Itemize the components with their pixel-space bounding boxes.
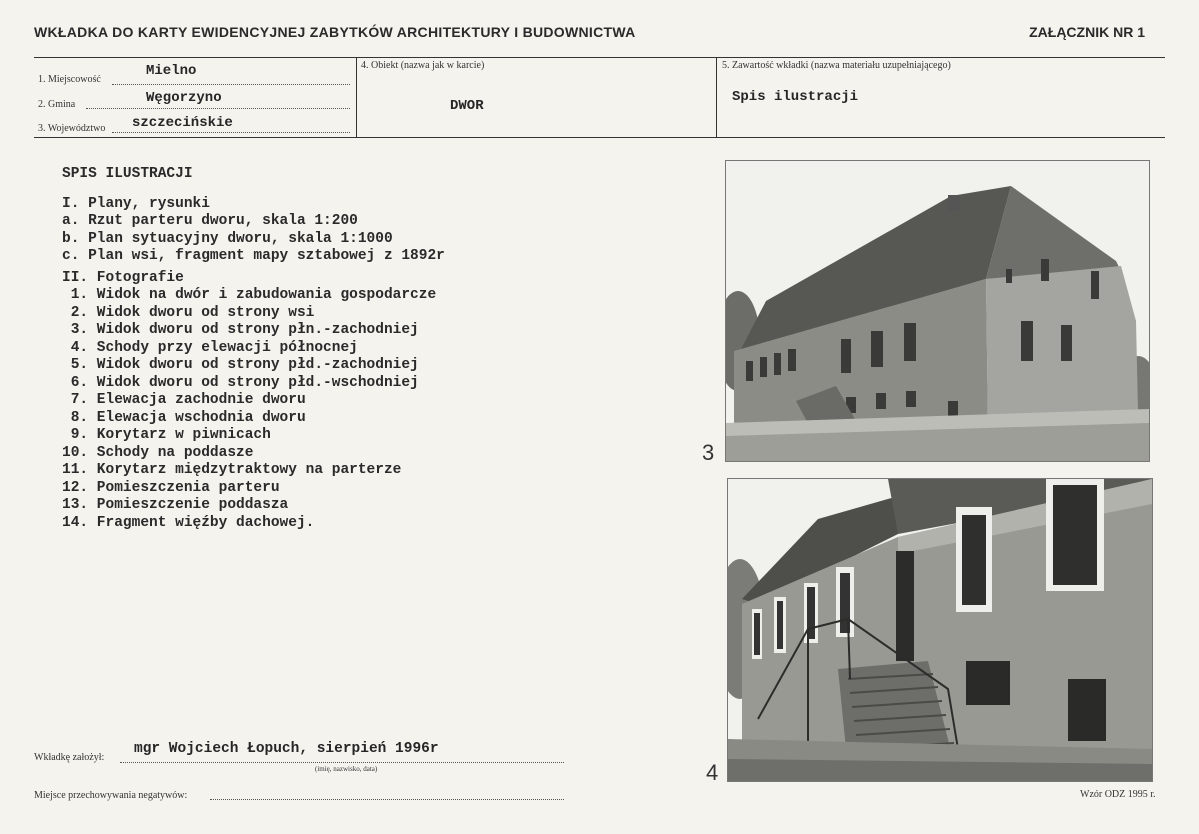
list-item: 1. Widok na dwór i zabudowania gospodarcze [62, 287, 437, 303]
manor-photo-1-image [726, 161, 1149, 461]
list-item: 2. Widok dworu od strony wsi [62, 304, 315, 321]
manor-photo-2-image [728, 479, 1152, 781]
negatives-storage-label: Miejsce przechowywania negatywów: [34, 790, 188, 801]
annex-number: ZAŁĄCZNIK NR 1 [1029, 24, 1145, 40]
object-label: 4. Obiekt (nazwa jak w karcie) [361, 60, 485, 71]
author-label: Wkładkę założył: [34, 752, 105, 763]
header-box-bottom-line [34, 137, 1165, 138]
photo-1-number: 3 [702, 440, 715, 465]
photo-manor-stairs [727, 478, 1153, 782]
locality-dotted-line [112, 84, 350, 85]
commune-dotted-line [86, 108, 350, 109]
header-box-divider-1 [356, 57, 357, 138]
list-item: I. Plany, rysunki [62, 195, 210, 212]
photo-manor-northwest [725, 160, 1150, 462]
list-item: 3. Widok dworu od strony płn.-zachodniej [62, 322, 419, 338]
photo-2-number: 4 [706, 760, 719, 785]
negatives-storage-dotted-line [210, 799, 564, 800]
author-hint: (imię, nazwisko, data) [315, 765, 378, 773]
content-label: 5. Zawartość wkładki (nazwa materiału uzupełniającego) [722, 60, 951, 71]
object-value: DWOR [450, 98, 484, 114]
list-item: 4. Schody przy elewacji północnej [62, 339, 358, 356]
commune-value: Węgorzyno [146, 90, 222, 106]
form-title: WKŁADKA DO KARTY EWIDENCYJNEJ ZABYTKÓW ARCHITEKTURY I BUDOWNICTWA [34, 24, 636, 40]
form-template-id: Wzór ODZ 1995 r. [1080, 789, 1156, 800]
list-item: 14. Fragment więźby dachowej. [62, 514, 315, 531]
voivodeship-dotted-line [112, 132, 350, 133]
author-dotted-line [120, 762, 564, 763]
author-value: mgr Wojciech Łopuch, sierpień 1996r [134, 741, 439, 757]
header-box-divider-2 [716, 57, 717, 138]
illustration-list [62, 166, 445, 532]
list-item: 8. Elewacja wschodnia dworu [62, 409, 306, 426]
list-item: 10. Schody na poddasze [62, 444, 254, 461]
list-item: 5. Widok dworu od strony płd.-zachodniej [62, 357, 419, 373]
commune-label: 2. Gmina [38, 99, 76, 110]
list-item: II. Fotografie [62, 269, 184, 286]
header-box-top-line [34, 57, 1165, 58]
voivodeship-value: szczecińskie [132, 115, 233, 131]
locality-value: Mielno [146, 63, 197, 79]
list-item: 7. Elewacja zachodnie dworu [62, 392, 306, 408]
list-item: a. Rzut parteru dworu, skala 1:200 [62, 213, 358, 229]
list-item: 13. Pomieszczenie poddasza [62, 497, 289, 513]
content-value: Spis ilustracji [732, 89, 859, 105]
list-item: 9. Korytarz w piwnicach [62, 427, 271, 443]
list-item: 11. Korytarz międzytraktowy na parterze [62, 462, 402, 478]
list-item: c. Plan wsi, fragment mapy sztabowej z 1892r [62, 248, 445, 264]
list-heading: SPIS ILUSTRACJI [62, 166, 193, 182]
list-item: b. Plan sytuacyjny dworu, skala 1:1000 [62, 230, 393, 247]
voivodeship-label: 3. Województwo [38, 123, 106, 134]
list-item: 6. Widok dworu od strony płd.-wschodniej [62, 374, 419, 391]
locality-label: 1. Miejscowość [38, 74, 101, 85]
list-item: 12. Pomieszczenia parteru [62, 479, 280, 496]
